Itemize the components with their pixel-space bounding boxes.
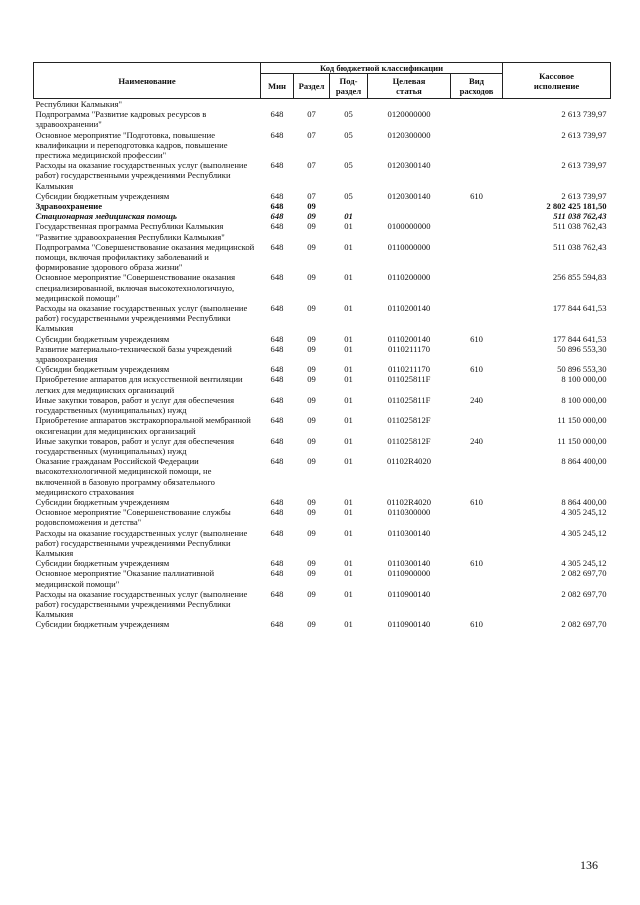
cell-vid: 240	[470, 394, 483, 405]
header-name: Наименование	[34, 63, 261, 99]
header-razdel: Раздел	[294, 74, 330, 99]
cell-podrazdel: 01	[344, 456, 353, 467]
cell-amount: 4 305 245,12	[561, 507, 607, 518]
cell-podrazdel: 01	[344, 333, 353, 344]
cell-celevaya	[368, 99, 451, 110]
table-row	[34, 568, 611, 588]
cell-celevaya: 0110900000	[387, 568, 431, 579]
cell-podrazdel: 01	[344, 211, 353, 222]
table-row	[34, 374, 611, 394]
cell-vid	[451, 221, 503, 241]
cell-razdel	[294, 99, 330, 110]
cell-podrazdel: 05	[344, 109, 353, 120]
cell-razdel: 09	[307, 303, 316, 314]
header-podrazdel-line2: раздел	[335, 86, 362, 96]
cell-min: 648	[270, 527, 284, 538]
table-row	[34, 221, 611, 241]
table-row	[34, 109, 611, 129]
table-row	[34, 191, 611, 201]
cell-vid	[451, 160, 503, 191]
cell-podrazdel: 01	[344, 343, 353, 354]
cell-celevaya: 011025811F	[387, 394, 431, 405]
cell-podrazdel: 01	[344, 303, 353, 314]
cell-podrazdel: 01	[344, 496, 353, 507]
cell-amount: 256 855 594,83	[552, 272, 607, 283]
cell-celevaya: 0110300140	[387, 527, 431, 538]
cell-name: Республики Калмыкия"	[35, 99, 123, 109]
header-kassovoe-line2: исполнение	[533, 80, 580, 91]
cell-podrazdel: 01	[344, 619, 353, 630]
cell-vid	[451, 415, 503, 435]
cell-amount: 2 802 425 181,50	[546, 201, 607, 212]
cell-name: Субсидии бюджетным учреждениям	[35, 558, 170, 569]
header-kassovoe	[503, 63, 611, 99]
table-row	[34, 130, 611, 161]
cell-podrazdel: 01	[344, 394, 353, 405]
header-celevaya-line2: статья	[396, 86, 422, 96]
cell-celevaya: 0110211170	[387, 343, 430, 354]
cell-name: Расходы на оказание государственных услуг (выполнение работ) государственными учреждениями Республики Калмыкия	[35, 588, 248, 620]
cell-vid	[451, 201, 503, 211]
page-number: 136	[580, 858, 598, 872]
budget-document	[33, 62, 610, 630]
header-vid-line1: Вид	[469, 76, 485, 86]
cell-min: 648	[270, 394, 284, 405]
cell-razdel: 09	[307, 415, 316, 426]
header-podrazdel-line1: Под-	[339, 76, 358, 86]
cell-name: Расходы на оказание государственных услуг (выполнение работ) государственными учреждениями Республики Калмыкия	[35, 160, 248, 191]
cell-name: Государственная программа Республики Калмыкия "Развитие здравоохранения Республики Калмыкия"	[35, 221, 225, 242]
cell-razdel: 09	[307, 221, 316, 232]
cell-podrazdel: 01	[344, 241, 353, 252]
cell-podrazdel	[330, 201, 368, 211]
header-podrazdel	[330, 74, 368, 99]
cell-amount: 2 613 739,97	[561, 129, 607, 140]
table-row	[34, 528, 611, 559]
cell-celevaya: 01102R4020	[386, 456, 432, 467]
cell-razdel: 09	[307, 201, 316, 212]
cell-min: 648	[270, 160, 284, 171]
cell-amount	[503, 99, 611, 110]
cell-celevaya: 0110000000	[387, 241, 431, 252]
table-row	[34, 497, 611, 507]
cell-name: Стационарная медицинская помощь	[35, 211, 177, 222]
cell-razdel: 09	[307, 619, 316, 630]
table-row	[34, 507, 611, 527]
table-row	[34, 99, 611, 110]
cell-podrazdel: 05	[344, 129, 353, 140]
cell-min: 648	[270, 201, 284, 212]
cell-podrazdel: 01	[344, 558, 353, 569]
cell-podrazdel	[330, 99, 368, 110]
cell-podrazdel: 01	[344, 364, 353, 375]
cell-min: 648	[270, 241, 284, 252]
header-celevaya	[368, 74, 451, 99]
table-row	[34, 436, 611, 456]
cell-razdel: 09	[307, 496, 316, 507]
cell-celevaya: 0100000000	[387, 221, 431, 232]
cell-name: Субсидии бюджетным учреждениям	[35, 333, 170, 344]
cell-celevaya: 0120300000	[387, 129, 431, 140]
table-row	[34, 456, 611, 497]
cell-min	[261, 99, 294, 110]
cell-amount: 2 613 739,97	[561, 190, 607, 201]
table-row	[34, 589, 611, 620]
cell-razdel: 09	[307, 211, 316, 222]
cell-min: 648	[270, 588, 284, 599]
cell-podrazdel: 05	[344, 190, 353, 201]
cell-min: 648	[270, 211, 284, 222]
cell-podrazdel: 05	[344, 160, 353, 171]
cell-podrazdel: 01	[344, 568, 353, 579]
cell-razdel: 09	[307, 333, 316, 344]
table-row	[34, 334, 611, 344]
cell-amount: 11 150 000,00	[557, 435, 607, 446]
cell-podrazdel: 01	[344, 221, 353, 232]
table-row	[34, 364, 611, 374]
cell-min: 648	[270, 343, 284, 354]
cell-razdel: 09	[307, 241, 316, 252]
header-code-group: Код бюджетной классификации	[261, 63, 503, 74]
cell-min: 648	[270, 558, 284, 569]
table-row	[34, 272, 611, 303]
cell-amount: 2 082 697,70	[561, 588, 607, 599]
cell-amount: 2 082 697,70	[561, 619, 607, 630]
cell-podrazdel: 01	[344, 507, 353, 518]
cell-name: Оказание гражданам Российской Федерации высокотехнологичной медицинской помощи, не включенной в базовую программу обязательного медицинского страхования	[35, 456, 215, 497]
cell-vid	[451, 344, 503, 364]
cell-razdel: 09	[307, 568, 316, 579]
cell-amount: 11 150 000,00	[557, 415, 607, 426]
table-row	[34, 415, 611, 435]
cell-celevaya: 011025812F	[387, 415, 431, 426]
cell-min: 648	[270, 190, 284, 201]
cell-name: Расходы на оказание государственных услуг (выполнение работ) государственными учреждениями Республики Калмыкия	[35, 527, 248, 558]
cell-name: Субсидии бюджетным учреждениям	[35, 190, 170, 201]
cell-vid	[451, 99, 503, 110]
cell-min: 648	[270, 568, 284, 579]
cell-celevaya: 0120000000	[387, 109, 431, 120]
cell-name: Здравоохранение	[35, 201, 103, 212]
cell-amount: 2 613 739,97	[561, 160, 607, 171]
cell-amount: 177 844 641,53	[552, 303, 607, 314]
cell-celevaya: 01102R4020	[386, 496, 432, 507]
cell-podrazdel: 01	[344, 374, 353, 385]
table-body	[34, 99, 611, 630]
cell-min: 648	[270, 272, 284, 283]
cell-vid	[451, 303, 503, 334]
cell-name: Субсидии бюджетным учреждениям	[35, 364, 170, 375]
cell-vid: 610	[470, 558, 483, 569]
cell-name: Иные закупки товаров, работ и услуг для обеспечения государственных (муниципальных) нужд	[35, 394, 235, 416]
cell-amount: 4 305 245,12	[561, 558, 607, 569]
header-min: Мин	[261, 74, 294, 99]
cell-celevaya: 0110300000	[387, 507, 431, 518]
table-row	[34, 619, 611, 629]
cell-razdel: 07	[307, 109, 316, 120]
cell-min: 648	[270, 415, 284, 426]
cell-min: 648	[270, 496, 284, 507]
cell-min: 648	[270, 221, 284, 232]
cell-amount: 511 038 762,43	[553, 221, 607, 232]
header-kassovoe-line1: Кассовое	[539, 70, 574, 81]
cell-name: Основное мероприятие "Совершенствование оказания специализированной, включая высокотехнологичную, медицинской помощи"	[35, 272, 236, 303]
cell-razdel: 09	[307, 558, 316, 569]
table-row	[34, 211, 611, 221]
cell-amount: 50 896 553,30	[557, 343, 607, 354]
cell-amount: 50 896 553,30	[557, 364, 607, 375]
table-header	[34, 63, 611, 99]
header-vid-line2: расходов	[459, 86, 494, 96]
cell-celevaya: 0110200140	[387, 303, 431, 314]
table-row	[34, 303, 611, 334]
cell-name: Приобретение аппаратов экстракорпоральной мембранной оксигенации для медицинских организаций	[35, 415, 251, 436]
cell-celevaya: 0120300140	[387, 190, 431, 201]
cell-razdel: 07	[307, 190, 316, 201]
table-row	[34, 201, 611, 211]
cell-name: Подпрограмма "Совершенствование оказания медицинской помощи, включая профилактику заболеваний и формирование здорового образа жизни"	[35, 241, 255, 273]
table-row	[34, 395, 611, 415]
cell-min: 648	[270, 129, 284, 140]
cell-amount: 4 305 245,12	[561, 527, 607, 538]
cell-celevaya: 0110900140	[387, 619, 431, 630]
cell-podrazdel: 01	[344, 588, 353, 599]
cell-celevaya: 011025812F	[387, 435, 431, 446]
cell-vid	[451, 568, 503, 588]
cell-amount: 2 082 697,70	[561, 568, 607, 579]
header-celevaya-line1: Целевая	[392, 76, 426, 86]
budget-table	[33, 62, 611, 630]
cell-min: 648	[270, 333, 284, 344]
cell-razdel: 09	[307, 343, 316, 354]
cell-celevaya: 0110200000	[387, 272, 431, 283]
cell-name: Основное мероприятие "Оказание паллиативной медицинской помощи"	[35, 568, 215, 589]
cell-celevaya: 011025811F	[387, 374, 431, 385]
cell-vid	[451, 242, 503, 273]
table-row	[34, 344, 611, 364]
cell-vid	[451, 374, 503, 394]
cell-amount: 8 100 000,00	[561, 374, 607, 385]
cell-razdel: 09	[307, 588, 316, 599]
cell-min: 648	[270, 507, 284, 518]
cell-min: 648	[270, 303, 284, 314]
cell-celevaya: 0110900140	[387, 588, 431, 599]
cell-celevaya	[368, 211, 451, 221]
cell-celevaya: 0120300140	[387, 160, 431, 171]
table-row	[34, 160, 611, 191]
cell-razdel: 09	[307, 527, 316, 538]
cell-razdel: 07	[307, 160, 316, 171]
cell-min: 648	[270, 435, 284, 446]
cell-podrazdel: 01	[344, 527, 353, 538]
cell-amount: 8 100 000,00	[561, 394, 607, 405]
cell-name: Развитие материально-технической базы учреждений здравоохранения	[35, 343, 232, 365]
table-row	[34, 242, 611, 273]
cell-name: Основное мероприятие "Совершенствование службы родовспоможения и детства"	[35, 507, 231, 528]
cell-amount: 511 038 762,43	[553, 241, 607, 252]
cell-min: 648	[270, 619, 284, 630]
cell-amount: 8 864 400,00	[561, 456, 607, 467]
cell-amount: 2 613 739,97	[561, 109, 607, 120]
cell-vid: 610	[470, 190, 483, 201]
cell-min: 648	[270, 456, 284, 467]
cell-name: Иные закупки товаров, работ и услуг для обеспечения государственных (муниципальных) нужд	[35, 435, 235, 456]
cell-razdel: 09	[307, 272, 316, 283]
cell-vid	[451, 109, 503, 129]
cell-vid: 610	[470, 496, 483, 507]
table-row	[34, 558, 611, 568]
cell-celevaya: 0110211170	[387, 364, 430, 375]
cell-celevaya: 0110200140	[387, 333, 431, 344]
cell-vid: 610	[470, 364, 483, 375]
cell-razdel: 07	[307, 129, 316, 140]
cell-vid	[451, 528, 503, 559]
cell-vid	[451, 507, 503, 527]
cell-razdel: 09	[307, 507, 316, 518]
cell-name: Субсидии бюджетным учреждениям	[35, 619, 170, 630]
cell-celevaya	[368, 201, 451, 211]
cell-amount: 8 864 400,00	[561, 496, 607, 507]
cell-podrazdel: 01	[344, 415, 353, 426]
cell-name: Подпрограмма "Развитие кадровых ресурсов в здравоохранении"	[35, 109, 207, 130]
cell-vid	[451, 211, 503, 221]
cell-amount: 511 038 762,43	[553, 211, 607, 222]
cell-razdel: 09	[307, 435, 316, 446]
cell-amount: 177 844 641,53	[552, 333, 607, 344]
cell-razdel: 09	[307, 394, 316, 405]
cell-min: 648	[270, 374, 284, 385]
cell-razdel: 09	[307, 364, 316, 375]
cell-name: Приобретение аппаратов для искусственной вентиляции легких для медицинских организаций	[35, 374, 243, 395]
cell-vid: 610	[470, 619, 483, 630]
cell-razdel: 09	[307, 374, 316, 385]
cell-name: Субсидии бюджетным учреждениям	[35, 496, 170, 507]
cell-min: 648	[270, 364, 284, 375]
header-vid	[451, 74, 503, 99]
cell-vid: 610	[470, 333, 483, 344]
cell-podrazdel: 01	[344, 272, 353, 283]
cell-vid	[451, 456, 503, 497]
cell-name: Основное мероприятие "Подготовка, повышение квалификации и переподготовка кадров, повышение престижа медицинской профессии"	[35, 129, 228, 161]
cell-min: 648	[270, 109, 284, 120]
cell-vid	[451, 130, 503, 161]
cell-razdel: 09	[307, 456, 316, 467]
cell-celevaya: 0110300140	[387, 558, 431, 569]
cell-vid	[451, 589, 503, 620]
cell-vid	[451, 272, 503, 303]
cell-vid: 240	[470, 435, 483, 446]
cell-podrazdel: 01	[344, 435, 353, 446]
cell-name: Расходы на оказание государственных услуг (выполнение работ) государственными учреждениями Республики Калмыкия	[35, 303, 248, 334]
